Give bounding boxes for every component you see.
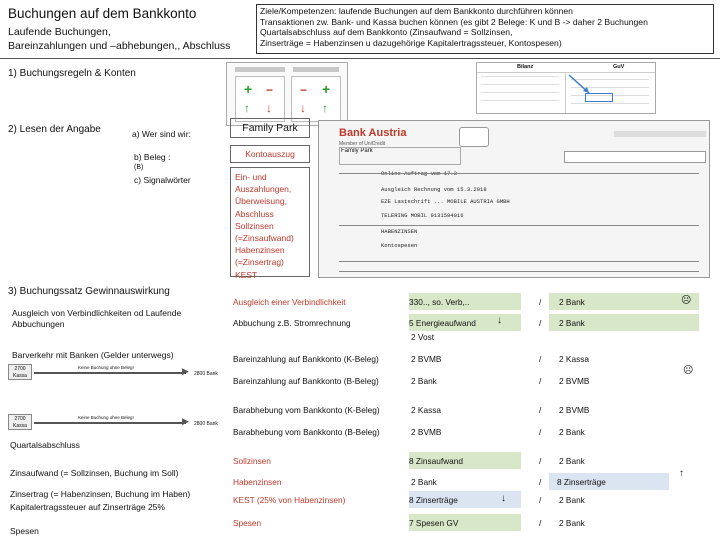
booking-slash: / — [539, 405, 542, 415]
accounts-table — [476, 62, 656, 114]
table-rule — [481, 100, 559, 101]
arrow-right-icon: ▶ — [182, 416, 189, 426]
booking-credit: 2 Bank — [559, 495, 585, 505]
table-rule — [565, 72, 566, 113]
section-heading-3: 3) Buchungssatz Gewinnauswirkung — [8, 286, 170, 297]
stamp-seal — [459, 127, 489, 147]
question-c: c) Signalwörter — [134, 175, 191, 185]
aktiv-account-box — [235, 76, 285, 122]
booking-debit: 2 BVMB — [411, 354, 442, 364]
section-heading-1: 1) Buchungsregeln & Konten — [8, 68, 136, 79]
booking-slash: / — [539, 376, 542, 386]
header-divider — [0, 58, 720, 59]
goal-line: Ziele/Kompetenzen: laufende Buchungen auf dem Bankkonto durchführen können — [260, 6, 573, 16]
sad-face-icon: ☹ — [683, 365, 694, 376]
bank-subtitle: Member of UniCredit — [339, 141, 386, 147]
statement-entry: Kontospesen — [381, 242, 418, 249]
flow-arrow — [34, 422, 186, 424]
booking-credit: 2 BVMB — [559, 405, 590, 415]
pointer-arrow — [567, 73, 593, 97]
booking-credit: 8 Zinserträge — [549, 473, 669, 490]
booking-description: Abbuchung z.B. Stromrechnung — [233, 318, 351, 328]
booking-description: KEST (25% von Habenzinsen) — [233, 495, 346, 505]
question-b-note: (B) — [134, 164, 144, 171]
statement-entry: TELERING MOBIL 9131594016 — [381, 212, 464, 219]
table-rule — [477, 72, 655, 73]
goal-line: Transaktionen zw. Bank- und Kassa buchen können (es gibt 2 Belege: K und B -> daher 2 Buchungen — [260, 16, 648, 27]
booking-row — [229, 513, 699, 533]
booking-debit: 7 Spesen GV — [409, 514, 521, 531]
booking-slash: / — [539, 477, 542, 487]
goals-box — [256, 4, 714, 54]
minus-icon: − — [300, 83, 308, 97]
booking-row — [229, 313, 699, 343]
statement-rule — [339, 261, 699, 262]
booking-debit: 8 Zinsaufwand — [409, 452, 521, 469]
arrow-down-icon: ↓ — [501, 493, 506, 504]
bank-logo: Bank Austria — [339, 127, 407, 139]
signal-word: Ein- und — [235, 172, 267, 182]
booking-row — [229, 422, 699, 442]
statement-entry: HABENZINSEN — [381, 228, 418, 235]
signal-word: Auszahlungen, — [235, 184, 292, 195]
booking-slash: / — [539, 518, 542, 528]
booking-slash: / — [539, 427, 542, 437]
booking-description: Barabhebung vom Bankkonto (K-Beleg) — [233, 405, 380, 415]
booking-rules-diagram — [226, 62, 348, 126]
table-rule — [481, 92, 559, 93]
goal-line: Quartalsabschluss auf dem Bankkonto (Zinsaufwand = Sollzinsen, — [260, 27, 513, 38]
booking-slash: / — [539, 495, 542, 505]
booking-credit: 2 Bank — [559, 518, 585, 528]
statement-rule — [339, 173, 699, 174]
bank-label: 2800 Bank — [194, 421, 218, 427]
signal-word: (=Zinsertrag) — [235, 257, 284, 268]
signal-word: Sollzinsen — [235, 220, 274, 231]
booking-row — [229, 451, 699, 471]
booking-description: Ausgleich einer Verbindlichkeit — [233, 297, 346, 307]
booking-row — [229, 349, 699, 369]
booking-slash: / — [539, 297, 542, 307]
booking-slash: / — [539, 318, 542, 328]
note-kest: Kapitalertragssteuer auf Zinserträge 25% — [10, 502, 165, 512]
booking-credit: 2 Bank — [559, 456, 585, 466]
booking-debit: 330.., so. Verb,.. — [409, 293, 521, 310]
kassa-box: 2700 Kassa — [8, 364, 32, 380]
plus-icon: + — [322, 81, 331, 97]
booking-debit-second: 2 Vost — [411, 332, 435, 342]
kassa-box: 2700 Kassa — [8, 414, 32, 430]
signal-word: Überweisung, — [235, 196, 287, 207]
diagram-header-bar — [293, 67, 339, 72]
flow-arrow — [34, 372, 186, 374]
table-rule — [481, 76, 559, 77]
table-rule — [481, 84, 559, 85]
answer-b-box: Kontoauszug — [230, 145, 310, 163]
booking-row — [229, 365, 699, 391]
signal-word: (=Zinsaufwand) — [235, 233, 294, 244]
booking-credit: 2 Kassa — [559, 354, 589, 364]
flow-label: Keine Buchung ohne Beleg! — [78, 365, 134, 370]
statement-entry: EZE Lastschrift ... MOBILE AUSTRIA GMBH — [381, 198, 510, 205]
note-spesen: Spesen — [10, 526, 39, 536]
flow-label: Keine Buchung ohne Beleg! — [78, 415, 134, 420]
statement-entry — [381, 169, 457, 179]
sad-face-icon: ☹ — [681, 295, 692, 306]
subtitle-line-1: Laufende Buchungen, — [8, 26, 111, 38]
question-a: a) Wer sind wir: — [132, 129, 191, 139]
arrow-down-icon: ↓ — [266, 101, 272, 115]
booking-debit: 2 BVMB — [411, 427, 442, 437]
note-zinsertrag: Zinsertrag (= Habenzinsen, Buchung im Haben) — [10, 489, 191, 499]
booking-description: Spesen — [233, 518, 262, 528]
statement-entries — [339, 167, 709, 267]
note-laufende: Ausgleich von Verbindlichkeiten od Laufende Abbuchungen — [12, 308, 182, 329]
note-zinsaufwand: Zinsaufwand (= Sollzinsen, Buchung im Soll) — [10, 468, 179, 478]
address-box — [339, 147, 461, 165]
booking-credit: 2 Bank — [549, 293, 699, 310]
booking-row — [229, 468, 699, 492]
account-field — [564, 151, 706, 163]
statement-customer: Family Park — [341, 148, 373, 154]
header-field — [614, 131, 706, 137]
signal-word: KEST — [235, 269, 258, 280]
booking-description: Habenzinsen — [233, 477, 282, 487]
booking-slash: / — [539, 456, 542, 466]
arrow-up-icon: ↑ — [322, 101, 328, 115]
booking-credit: 2 BVMB — [559, 376, 590, 386]
arrow-down-icon: ↓ — [300, 101, 306, 115]
note-barverkehr: Barverkehr mit Banken (Gelder unterwegs) — [12, 350, 174, 360]
diagram-header-bar — [235, 67, 285, 72]
bilanz-heading: Bilanz — [517, 64, 534, 70]
statement-rule — [339, 271, 699, 272]
statement-entry: Ausgleich Rechnung vom 15.3.2018 — [381, 186, 487, 193]
booking-debit: 2 Bank — [411, 477, 437, 487]
signal-word: Abschluss — [235, 208, 274, 219]
table-rule — [571, 103, 649, 104]
booking-row — [229, 400, 699, 420]
bank-label: 2800 Bank — [194, 371, 218, 377]
section-heading-2: 2) Lesen der Angabe — [8, 124, 101, 135]
signal-words-box — [230, 167, 310, 280]
booking-row — [229, 490, 699, 510]
booking-debit: 2 Kassa — [411, 405, 441, 415]
answer-a-box: Family Park — [230, 118, 310, 138]
booking-description: Sollzinsen — [233, 456, 271, 466]
booking-description: Bareinzahlung auf Bankkonto (B-Beleg) — [233, 376, 379, 386]
arrow-down-icon: ↓ — [497, 315, 502, 326]
bank-statement-image — [318, 120, 710, 278]
minus-icon: − — [266, 83, 274, 97]
booking-description: Bareinzahlung auf Bankkonto (K-Beleg) — [233, 354, 379, 364]
guv-heading: GuV — [613, 64, 625, 70]
goal-line: Zinserträge = Habenzinsen u dazugehörige Kapitalertragssteuer, Kontospesen) — [260, 37, 562, 48]
booking-debit: 5 Energieaufwand — [409, 314, 521, 331]
arrow-up-icon: ↑ — [679, 468, 684, 479]
booking-debit: 2 Bank — [411, 376, 437, 386]
booking-slash: / — [539, 354, 542, 364]
question-b: b) Beleg : — [134, 152, 171, 162]
booking-description: Barabhebung vom Bankkonto (B-Beleg) — [233, 427, 380, 437]
booking-credit: 2 Bank — [559, 427, 585, 437]
booking-row — [229, 292, 699, 312]
booking-debit: 8 Zinserträge — [409, 491, 521, 508]
arrow-right-icon: ▶ — [182, 366, 189, 376]
page-title: Buchungen auf dem Bankkonto — [8, 6, 197, 21]
subtitle-line-2: Bareinzahlungen und –abhebungen,, Abschluss — [8, 40, 231, 52]
signal-word: Habenzinsen — [235, 245, 285, 256]
statement-rule — [339, 225, 699, 226]
plus-icon: + — [244, 81, 253, 97]
passiv-account-box — [291, 76, 341, 122]
note-quartal: Quartalsabschluss — [10, 440, 80, 450]
booking-credit: 2 Bank — [549, 314, 699, 331]
arrow-up-icon: ↑ — [244, 101, 250, 115]
